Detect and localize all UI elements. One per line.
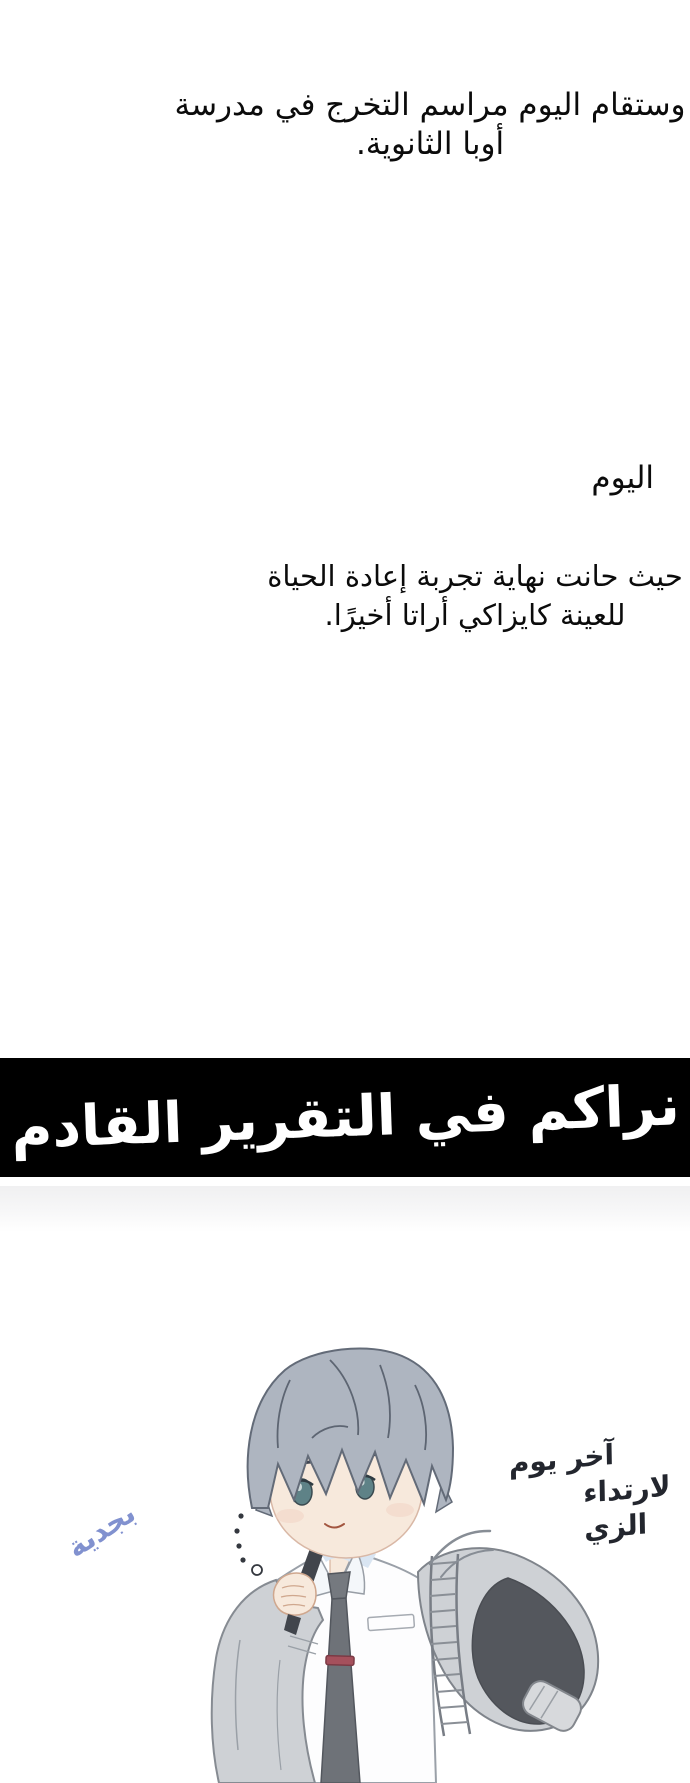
narration-top-line2: أوبا الثانوية.	[355, 126, 505, 162]
blush-left	[276, 1509, 304, 1523]
handwritten-note: بجدية	[61, 1496, 142, 1565]
hand-fist	[274, 1573, 317, 1615]
tie-clip	[326, 1656, 354, 1666]
narration-middle-line1: حيث حانت نهاية تجربة إعادة الحياة	[267, 559, 683, 593]
banner-soft-shadow	[0, 1186, 690, 1232]
narration-today: اليوم	[591, 460, 654, 496]
narration-middle	[195, 557, 690, 635]
blush-right	[386, 1503, 414, 1517]
ellipsis-dots	[234, 1513, 262, 1575]
uniform-caption-line3: الزي	[584, 1507, 648, 1546]
uniform-caption	[509, 1432, 672, 1554]
tie-knot	[328, 1572, 350, 1599]
narration-middle-line2: للعينة كايزاكي أراتا أخيرًا.	[324, 598, 626, 632]
uniform-caption-line2: لارتداء	[583, 1469, 672, 1510]
character-illustration	[80, 1340, 690, 1783]
narration-top	[150, 86, 690, 164]
next-report-banner-text: نراكم في التقرير القادم	[9, 1073, 681, 1162]
next-report-banner	[0, 1058, 690, 1177]
narration-top-line1: وستقام اليوم مراسم التخرج في مدرسة	[174, 87, 686, 123]
uniform-caption-line1: آخر يوم	[509, 1437, 615, 1481]
